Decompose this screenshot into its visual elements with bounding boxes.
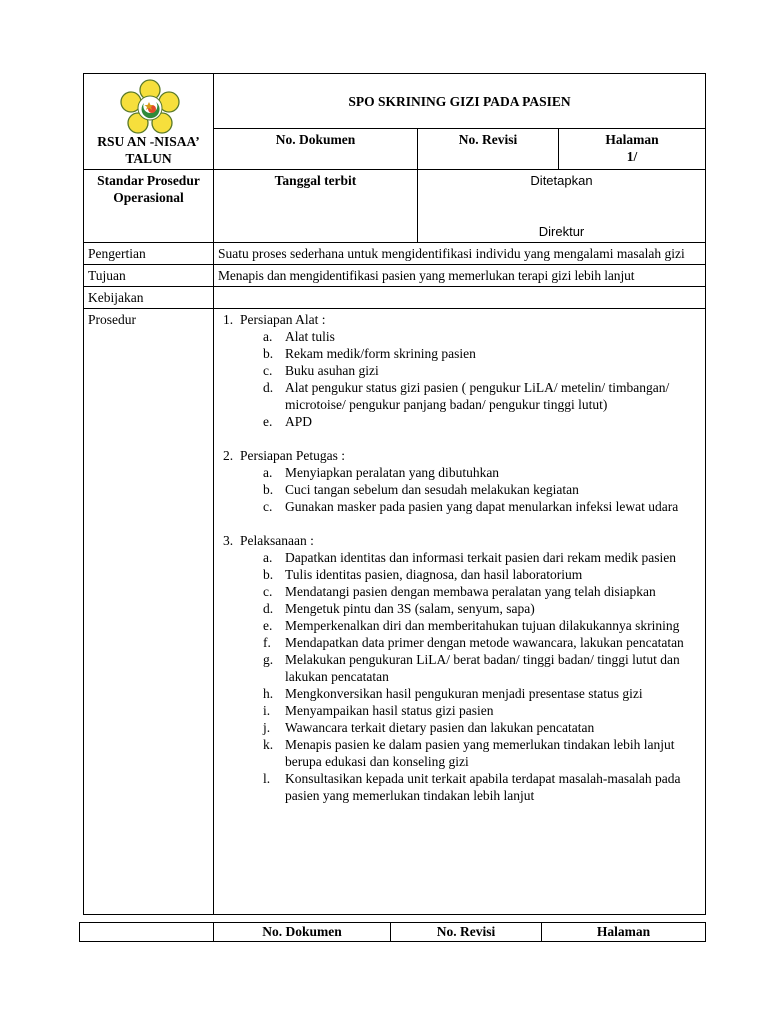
prosedur-label: Prosedur bbox=[84, 309, 214, 915]
direktur-text: Direktur bbox=[538, 224, 585, 239]
content-table bbox=[83, 242, 706, 915]
footer-halaman-label: Halaman bbox=[542, 923, 706, 942]
prosedur-section bbox=[218, 532, 701, 804]
list-item: g. Melakukan pengukuran LiLA/ berat badan/ tinggi badan/ tinggi lutut dan lakukan pencatatan bbox=[263, 652, 680, 684]
tujuan-label: Tujuan bbox=[84, 265, 214, 287]
list-item: a. Dapatkan identitas dan informasi terkait pasien dari rekam medik pasien bbox=[263, 550, 676, 565]
pengertian-text: Suatu proses sederhana untuk mengidentifikasi individu yang mengalami masalah gizi bbox=[214, 243, 706, 265]
kebijakan-label: Kebijakan bbox=[84, 287, 214, 309]
spo-label: Standar Prosedur Operasional bbox=[84, 170, 214, 243]
halaman-label: Halaman bbox=[605, 132, 659, 147]
header-table bbox=[83, 73, 706, 243]
section-number: 1. bbox=[223, 312, 234, 327]
footer-no-revisi-label: No. Revisi bbox=[391, 923, 542, 942]
no-revisi-label: No. Revisi bbox=[418, 129, 559, 170]
section-title: Persiapan Petugas : bbox=[240, 448, 345, 463]
tujuan-text: Menapis dan mengidentifikasi pasien yang memerlukan terapi gizi lebih lanjut bbox=[214, 265, 706, 287]
list-item: k. Menapis pasien ke dalam pasien yang memerlukan tindakan lebih lanjut berupa edukasi dan konseling gizi bbox=[263, 737, 675, 769]
penetapan-cell bbox=[418, 170, 706, 243]
halaman-value: 1/ bbox=[626, 149, 638, 164]
list-item: h. Mengkonversikan hasil pengukuran menjadi presentase status gizi bbox=[263, 686, 643, 701]
tanggal-terbit-label: Tanggal terbit bbox=[214, 170, 418, 243]
footer-table-wrap bbox=[79, 922, 705, 942]
no-dokumen-label: No. Dokumen bbox=[214, 129, 418, 170]
list-item: j. Wawancara terkait dietary pasien dan lakukan pencatatan bbox=[263, 720, 595, 735]
kebijakan-text bbox=[214, 287, 706, 309]
section-number: 3. bbox=[223, 533, 234, 548]
footer-empty-cell bbox=[80, 923, 214, 942]
hospital-logo bbox=[118, 79, 182, 139]
list-item: c. Gunakan masker pada pasien yang dapat menularkan infeksi lewat udara bbox=[263, 499, 679, 514]
prosedur-section bbox=[218, 311, 701, 430]
list-item: d. Alat pengukur status gizi pasien ( pengukur LiLA/ metelin/ timbangan/ microtoise/ pengukur panjang badan/ pengukur tinggi lutut) bbox=[263, 380, 670, 412]
prosedur-content bbox=[214, 309, 706, 915]
ditetapkan-text: Ditetapkan bbox=[530, 173, 593, 188]
list-item: c. Mendatangi pasien dengan membawa peralatan yang telah disiapkan bbox=[263, 584, 656, 599]
institution-name: RSU AN -NISAA’ TALUN bbox=[97, 134, 200, 166]
footer-no-dokumen-label: No. Dokumen bbox=[214, 923, 391, 942]
prosedur-list bbox=[218, 311, 701, 804]
list-item: d. Mengetuk pintu dan 3S (salam, senyum, sapa) bbox=[263, 601, 535, 616]
list-item: a. Alat tulis bbox=[263, 329, 335, 344]
section-number: 2. bbox=[223, 448, 234, 463]
section-items bbox=[240, 549, 701, 804]
halaman-cell bbox=[559, 129, 706, 170]
institution-cell bbox=[84, 74, 214, 170]
section-items bbox=[240, 464, 701, 515]
list-item: c. Buku asuhan gizi bbox=[263, 363, 379, 378]
pengertian-label: Pengertian bbox=[84, 243, 214, 265]
prosedur-section bbox=[218, 447, 701, 515]
list-item: b. Rekam medik/form skrining pasien bbox=[263, 346, 476, 361]
list-item: l. Konsultasikan kepada unit terkait apabila terdapat masalah-masalah pada pasien yang memerlukan tindakan lebih lanjut bbox=[263, 771, 681, 803]
list-item: i. Menyampaikan hasil status gizi pasien bbox=[263, 703, 494, 718]
list-item: e. Memperkenalkan diri dan memberitahukan tujuan dilakukannya skrining bbox=[263, 618, 680, 633]
section-items bbox=[240, 328, 701, 430]
section-title: Persiapan Alat : bbox=[240, 312, 326, 327]
list-item: f. Mendapatkan data primer dengan metode wawancara, lakukan pencatatan bbox=[263, 635, 684, 650]
spo-document bbox=[83, 73, 705, 915]
section-title: Pelaksanaan : bbox=[240, 533, 314, 548]
document-title: SPO SKRINING GIZI PADA PASIEN bbox=[214, 74, 706, 129]
list-item: e. APD bbox=[263, 414, 313, 429]
footer-table bbox=[79, 922, 706, 942]
list-item: b. Tulis identitas pasien, diagnosa, dan hasil laboratorium bbox=[263, 567, 583, 582]
list-item: a. Menyiapkan peralatan yang dibutuhkan bbox=[263, 465, 500, 480]
list-item: b. Cuci tangan sebelum dan sesudah melakukan kegiatan bbox=[263, 482, 579, 497]
